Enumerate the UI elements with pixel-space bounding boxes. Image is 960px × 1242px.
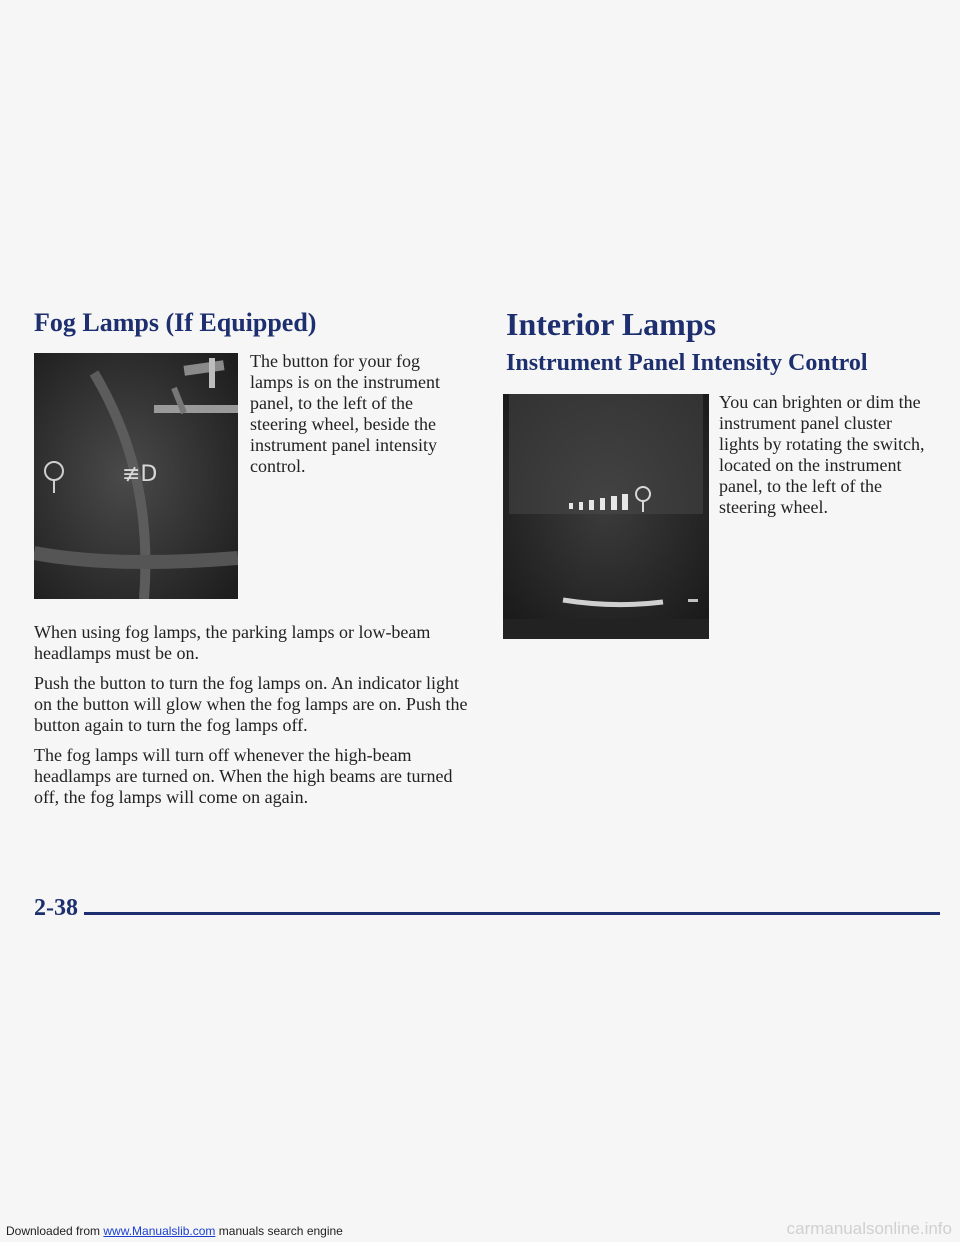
download-footer	[6, 1224, 343, 1238]
page-number: 2-38	[34, 895, 78, 921]
instrument-panel-heading: Instrument Panel Intensity Control	[506, 350, 868, 376]
intensity-side-text: You can brighten or dim the instrument panel cluster lights by rotating the switch, located on the instrument panel, to the left of the steering wheel.	[719, 392, 925, 517]
fog-lamps-side-text: The button for your fog lamps is on the instrument panel, to the left of the steering wheel, beside the instrument panel intensity control.	[250, 351, 440, 476]
footer-prefix: Downloaded from	[6, 1224, 104, 1238]
fog-lamps-paragraph: Push the button to turn the fog lamps on. An indicator light on the button will glow when the fog lamps are on. Push the button again to turn the fog lamps off.	[34, 673, 468, 735]
watermark: carmanualsonline.info	[786, 1219, 952, 1238]
fog-lamps-paragraph: When using fog lamps, the parking lamps or low-beam headlamps must be on.	[34, 622, 431, 663]
manualslib-link[interactable]: www.Manualslib.com	[103, 1224, 216, 1238]
svg-text:≢D: ≢D	[122, 462, 158, 487]
fog-lamp-button-photo	[34, 353, 238, 599]
footer-suffix: manuals search engine	[215, 1224, 343, 1238]
footer-rule	[84, 912, 940, 915]
fog-lamps-heading: Fog Lamps (If Equipped)	[34, 308, 317, 337]
fog-lamps-paragraph: The fog lamps will turn off whenever the high-beam headlamps are turned on. When the high beams are turned off, the fog lamps will come on again.	[34, 745, 453, 807]
interior-lamps-heading: Interior Lamps	[506, 306, 717, 342]
intensity-control-photo	[503, 394, 709, 639]
